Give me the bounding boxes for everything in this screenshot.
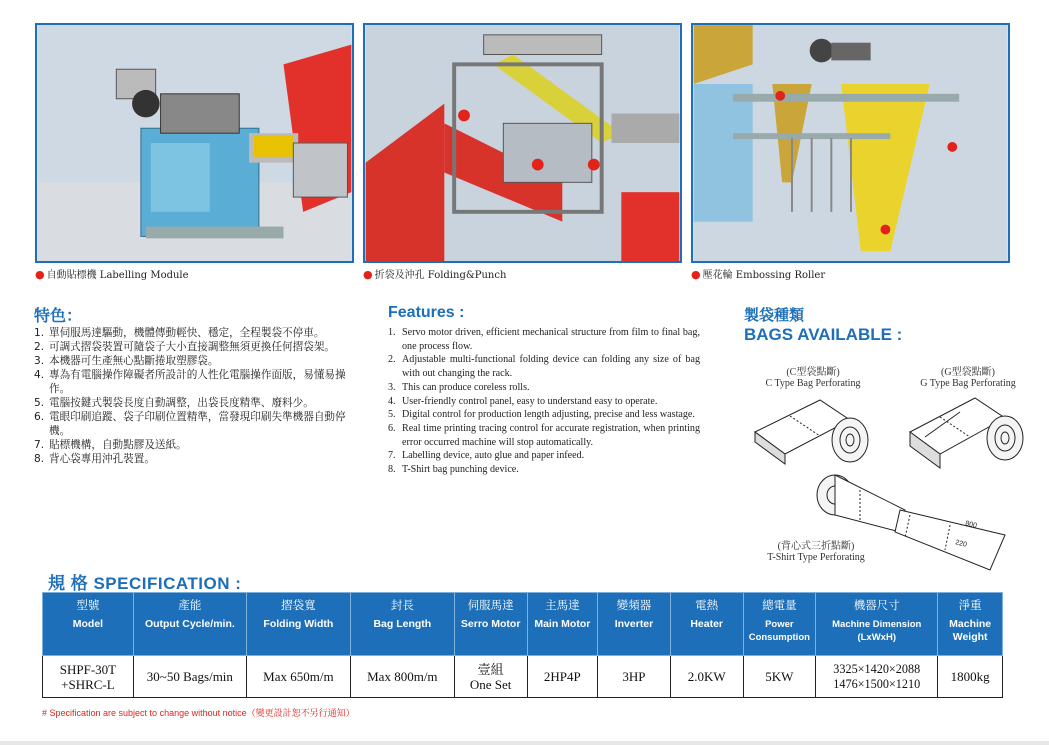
g-type-bag-illustration bbox=[905, 392, 1030, 477]
cell-heater: 2.0KW bbox=[670, 656, 743, 698]
bags-heading-en: BAGS AVAILABLE : bbox=[744, 325, 903, 344]
photo-folding-punch bbox=[363, 23, 682, 263]
dimension-label-800: 800 bbox=[964, 520, 978, 530]
cell-main-motor: 2HP4P bbox=[527, 656, 598, 698]
features-en-list bbox=[388, 326, 700, 477]
g-type-caption bbox=[903, 363, 1033, 389]
caption-zh: 折袋及沖孔 bbox=[374, 270, 425, 281]
footer-divider bbox=[0, 741, 1049, 745]
header-dimension: 機器尺寸 Machine Dimension (LxWxH) bbox=[816, 593, 938, 656]
caption-labelling-module bbox=[35, 266, 189, 281]
t-shirt-bag-illustration bbox=[800, 470, 1020, 580]
caption-en: Embossing Roller bbox=[735, 270, 826, 281]
list-item: 1. Servo motor driven, efficient mechanical structure from film to final bag, one process flow. bbox=[388, 327, 700, 352]
list-item: 8. 背心袋專用沖孔裝置。 bbox=[34, 453, 155, 465]
header-main-motor: 主馬達 Main Motor bbox=[527, 593, 598, 656]
dimension-label-220: 220 bbox=[954, 539, 968, 549]
cell-power: 5KW bbox=[743, 656, 816, 698]
list-item: 5. Digital control for production length adjusting, precise and less wastage. bbox=[388, 409, 695, 421]
cell-folding: Max 650m/m bbox=[246, 656, 350, 698]
features-en-heading: Features : bbox=[388, 304, 465, 321]
header-servo: 伺服馬達 Serro Motor bbox=[454, 593, 527, 656]
features-zh-list bbox=[34, 326, 352, 466]
g-type-zh: (G型袋點斷) bbox=[941, 367, 995, 378]
spec-title: 規 格 SPECIFICATION : bbox=[48, 574, 242, 593]
list-item: 5. 電腦按鍵式製袋長度自動調整，出袋長度精準、廢料少。 bbox=[34, 397, 314, 409]
caption-folding-punch bbox=[363, 266, 506, 281]
list-item: 2. 可調式摺袋裝置可隨袋子大小直接調整無須更換任何摺袋架。 bbox=[34, 341, 336, 353]
header-length: 封長 Bag Length bbox=[350, 593, 454, 656]
bullet-icon: ● bbox=[363, 268, 373, 281]
bags-heading-zh: 製袋種類 bbox=[744, 307, 805, 324]
folding-punch-image bbox=[365, 25, 680, 261]
g-type-en: G Type Bag Perforating bbox=[920, 378, 1016, 389]
t-type-en: T-Shirt Type Perforating bbox=[767, 552, 865, 563]
header-inverter: 變頻器 Inverter bbox=[598, 593, 671, 656]
list-item: 1. 單伺服馬達驅動，機體傳動輕快、穩定，全程製袋不停車。 bbox=[34, 327, 325, 339]
cell-output: 30~50 Bags/min bbox=[133, 656, 246, 698]
photo-labelling-module bbox=[35, 23, 354, 263]
header-power: 總電量 Power Consumption bbox=[743, 593, 816, 656]
list-item: 7. Labelling device, auto glue and paper infeed. bbox=[388, 450, 585, 462]
bullet-icon: ● bbox=[35, 268, 45, 281]
spec-header-row bbox=[43, 593, 1003, 656]
cell-inverter: 3HP bbox=[598, 656, 671, 698]
caption-zh: 自動貼標機 bbox=[46, 270, 97, 281]
cell-model: SHPF-30T +SHRC-L bbox=[43, 656, 134, 698]
table-row bbox=[43, 656, 1003, 698]
t-type-caption bbox=[752, 537, 880, 563]
embossing-roller-image bbox=[693, 25, 1008, 261]
features-zh-heading: 特色： bbox=[34, 308, 83, 325]
list-item: 7. 貼標機構，自動點膠及送紙。 bbox=[34, 439, 187, 451]
list-item: 3. 本機器可生產無心點斷捲取塑膠袋。 bbox=[34, 355, 219, 367]
cell-dimension: 3325×1420×2088 1476×1500×1210 bbox=[816, 656, 938, 698]
cell-servo: 壹組 One Set bbox=[454, 656, 527, 698]
c-type-caption bbox=[748, 363, 878, 389]
list-item: 4. User-friendly control panel, easy to understand easy to operate. bbox=[388, 395, 658, 407]
header-output: 產能 Output Cycle/min. bbox=[133, 593, 246, 656]
c-type-en: C Type Bag Perforating bbox=[765, 378, 861, 389]
spec-table bbox=[42, 592, 1003, 698]
caption-embossing-roller bbox=[691, 266, 825, 281]
labelling-module-image bbox=[37, 25, 352, 261]
header-folding: 摺袋寬 Folding Width bbox=[246, 593, 350, 656]
list-item: 3. This can produce coreless rolls. bbox=[388, 381, 530, 393]
c-type-bag-illustration bbox=[750, 392, 875, 477]
caption-zh: 壓花輪 bbox=[702, 270, 733, 281]
bullet-icon: ● bbox=[691, 268, 701, 281]
c-type-zh: (C型袋點斷) bbox=[786, 367, 840, 378]
list-item: 6. Real time printing tracing control for accurate registration, when printing error occurred machine will stop automatically. bbox=[388, 422, 700, 448]
list-item: 6. 電眼印刷追蹤、袋子印刷位置精準，當發現印刷失準機器自動停機。 bbox=[34, 411, 346, 437]
list-item: 8. T-Shirt bag punching device. bbox=[388, 464, 519, 476]
cell-weight: 1800kg bbox=[938, 656, 1003, 698]
header-model: 型號 Model bbox=[43, 593, 134, 656]
photo-embossing-roller bbox=[691, 23, 1010, 263]
caption-en: Labelling Module bbox=[99, 270, 189, 281]
spec-note: # Specification are subject to change without notice（變更設計恕不另行通知） bbox=[42, 708, 355, 718]
header-heater: 電熱 Heater bbox=[670, 593, 743, 656]
caption-en: Folding&Punch bbox=[427, 270, 507, 281]
header-weight: 淨重 Machine Weight bbox=[938, 593, 1003, 656]
cell-length: Max 800m/m bbox=[350, 656, 454, 698]
list-item: 2. Adjustable multi-functional folding device can folding any size of bag with out changing the rack. bbox=[388, 354, 700, 380]
list-item: 4. 專為有電腦操作障礙者所設計的人性化電腦操作面版，易懂易操作。 bbox=[34, 369, 346, 395]
t-type-zh: (背心式三折點斷) bbox=[777, 541, 855, 552]
